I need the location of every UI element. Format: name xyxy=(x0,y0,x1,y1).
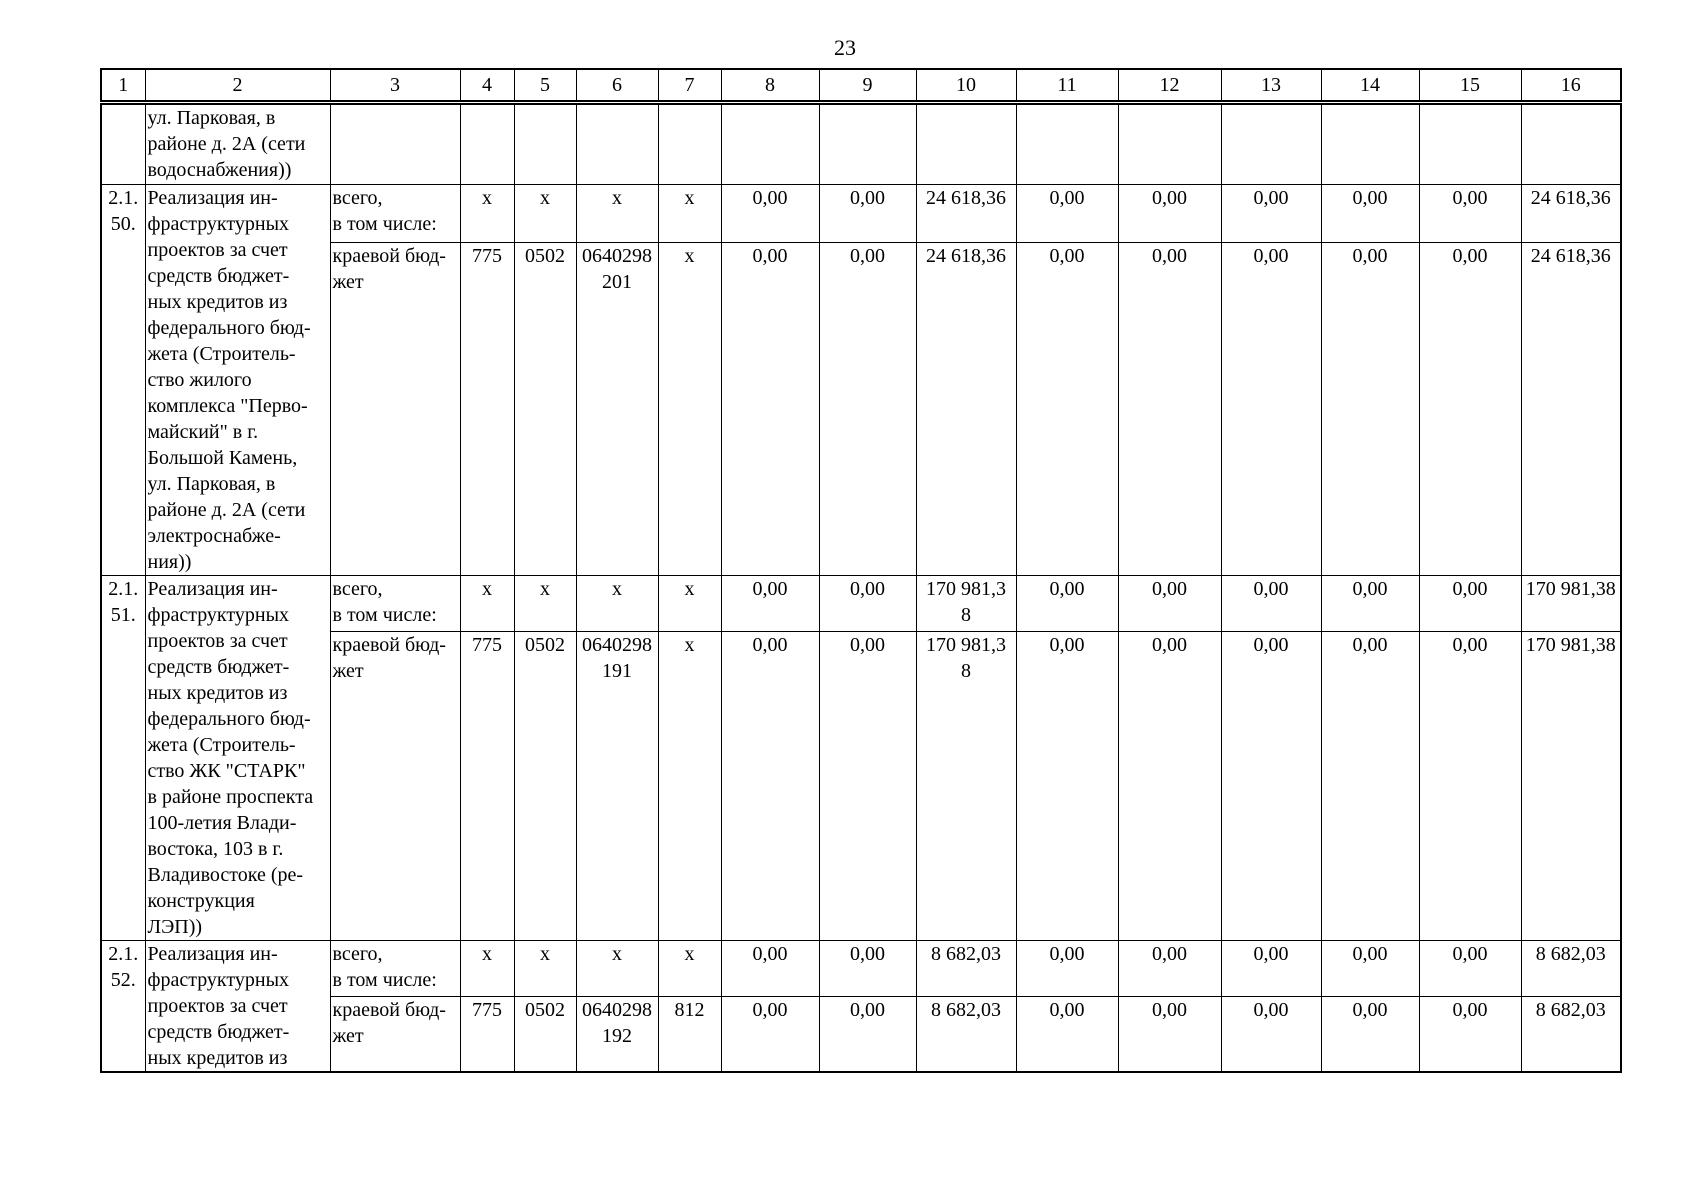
value-cell: 0,00 xyxy=(819,632,916,940)
value-cell: 0,00 xyxy=(819,243,916,575)
column-header: 3 xyxy=(330,69,460,101)
kvsr-cell: x xyxy=(460,184,514,243)
text-line: 170 981,3 xyxy=(926,577,1006,600)
table-body xyxy=(101,104,1621,1072)
text-line: ния)) xyxy=(147,550,192,573)
value-cell: 0,00 xyxy=(1321,632,1419,940)
kvsr-cell: x xyxy=(460,940,514,997)
text-line: в том числе: xyxy=(332,603,437,626)
total-label-cell xyxy=(330,940,460,997)
text-line: фраструктурных xyxy=(147,603,290,626)
value-cell: 0,00 xyxy=(721,997,819,1072)
empty-cell xyxy=(1118,104,1221,184)
section-cell: x xyxy=(514,184,576,243)
value-cell: 0,00 xyxy=(1118,243,1221,575)
text-line: востока, 103 в г. xyxy=(147,837,284,860)
value-cell: 170 981,38 xyxy=(1521,632,1621,940)
value-cell xyxy=(916,940,1016,997)
value-cell: 0,00 xyxy=(1321,575,1419,632)
cont-num-cell xyxy=(101,104,145,184)
page-number: 23 xyxy=(834,35,856,60)
value-cell: 24 618,36 xyxy=(1521,243,1621,575)
value-cell: 0,00 xyxy=(1118,632,1221,940)
text-line: краевой бюд- xyxy=(332,999,446,1022)
text-line: 201 xyxy=(602,271,632,294)
empty-cell xyxy=(819,104,916,184)
text-line: жета (Строитель- xyxy=(147,342,296,365)
text-line: районе д. 2А (сети xyxy=(147,133,306,155)
item-name-cell xyxy=(145,940,330,1072)
item-name-cell xyxy=(145,184,330,575)
text-line: краевой бюд- xyxy=(332,245,446,268)
value-cell: 0,00 xyxy=(1118,997,1221,1072)
value-cell: 0,00 xyxy=(1221,575,1321,632)
value-cell xyxy=(916,575,1016,632)
text-line: 8 682,03 xyxy=(931,942,1001,965)
text-line: 100-летия Влади- xyxy=(147,811,297,834)
text-line: ЛЭП)) xyxy=(147,915,203,938)
value-cell: 0,00 xyxy=(1419,243,1521,575)
item-name-cell xyxy=(145,575,330,940)
value-cell: 0,00 xyxy=(1321,997,1419,1072)
target-article-cell xyxy=(576,575,658,632)
item-number-cell xyxy=(101,940,145,1072)
column-header: 10 xyxy=(916,69,1016,101)
value-cell: 8 682,03 xyxy=(1521,940,1621,997)
text-line: Реализация ин- xyxy=(147,942,278,965)
text-line: комплекса "Перво- xyxy=(147,394,308,417)
value-cell: 0,00 xyxy=(1016,575,1118,632)
value-cell: 0,00 xyxy=(721,632,819,940)
value-cell: 0,00 xyxy=(1419,184,1521,243)
expense-type-cell: x xyxy=(658,243,721,575)
text-line: проектов за счет xyxy=(147,994,288,1017)
value-cell: 0,00 xyxy=(1321,940,1419,997)
text-line: фраструктурных xyxy=(147,212,290,235)
text-line: x xyxy=(612,577,622,600)
value-cell: 0,00 xyxy=(1016,997,1118,1072)
continuation-row xyxy=(101,104,1621,184)
value-cell: 0,00 xyxy=(1419,997,1521,1072)
text-line: ных кредитов из xyxy=(147,1046,288,1069)
text-line: 2.1. xyxy=(108,942,139,965)
value-cell: 0,00 xyxy=(819,575,916,632)
value-cell: 0,00 xyxy=(1118,184,1221,243)
text-line: 2.1. xyxy=(108,186,139,209)
text-line: в том числе: xyxy=(332,968,437,991)
value-cell: 0,00 xyxy=(819,997,916,1072)
kvsr-cell: 775 xyxy=(460,243,514,575)
expense-type-cell: x xyxy=(658,184,721,243)
item-number-cell xyxy=(101,575,145,940)
text-line: 24 618,36 xyxy=(926,186,1006,209)
text-line: Владивостоке (ре- xyxy=(147,863,304,886)
value-cell: 0,00 xyxy=(1016,940,1118,997)
text-line: 0640298 xyxy=(582,999,652,1022)
text-line: ул. Парковая, в xyxy=(147,107,276,129)
column-header: 7 xyxy=(658,69,721,101)
source-label-cell xyxy=(330,632,460,940)
text-line: всего, xyxy=(332,942,383,965)
column-header: 8 xyxy=(721,69,819,101)
value-cell: 0,00 xyxy=(1321,184,1419,243)
text-line: краевой бюд- xyxy=(332,634,446,657)
text-line: ство ЖК "СТАРК" xyxy=(147,759,306,782)
column-header: 13 xyxy=(1221,69,1321,101)
kvsr-cell: 775 xyxy=(460,632,514,940)
value-cell: 0,00 xyxy=(721,243,819,575)
text-line: 52. xyxy=(110,968,136,991)
text-line: проектов за счет xyxy=(147,629,288,652)
text-line: средств бюджет- xyxy=(147,655,290,678)
budget-table xyxy=(100,103,1622,1073)
value-cell: 0,00 xyxy=(1016,243,1118,575)
text-line: ных кредитов из xyxy=(147,681,288,704)
text-line: 192 xyxy=(602,1025,632,1048)
text-line: ство жилого xyxy=(147,368,252,391)
column-header: 1 xyxy=(101,69,145,101)
column-header: 14 xyxy=(1321,69,1419,101)
section-cell: x xyxy=(514,575,576,632)
section-cell: 0502 xyxy=(514,243,576,575)
empty-cell xyxy=(330,104,460,184)
text-line: в том числе: xyxy=(332,212,437,235)
section-cell: x xyxy=(514,940,576,997)
column-header: 11 xyxy=(1016,69,1118,101)
column-header: 2 xyxy=(145,69,330,101)
kvsr-cell: x xyxy=(460,575,514,632)
empty-cell xyxy=(1521,104,1621,184)
value-cell: 170 981,38 xyxy=(1521,575,1621,632)
expense-type-cell: 812 xyxy=(658,997,721,1072)
expense-type-cell: x xyxy=(658,632,721,940)
text-line: жет xyxy=(332,271,364,294)
target-article-cell xyxy=(576,632,658,940)
source-label-cell xyxy=(330,997,460,1072)
text-line: средств бюджет- xyxy=(147,264,290,287)
expense-type-cell: x xyxy=(658,575,721,632)
text-line: 191 xyxy=(602,660,632,683)
text-line: проектов за счет xyxy=(147,238,288,261)
value-cell: 0,00 xyxy=(819,184,916,243)
text-line: 24 618,36 xyxy=(926,245,1006,268)
text-line: 50. xyxy=(110,212,136,235)
value-cell: 0,00 xyxy=(819,940,916,997)
text-line: в районе проспекта xyxy=(147,785,314,808)
expense-type-cell: x xyxy=(658,940,721,997)
item-number-cell xyxy=(101,184,145,575)
target-article-cell xyxy=(576,243,658,575)
total-label-cell xyxy=(330,184,460,243)
empty-cell xyxy=(514,104,576,184)
target-article-cell xyxy=(576,940,658,997)
empty-cell xyxy=(1419,104,1521,184)
item-total-row xyxy=(101,184,1621,243)
text-line: электроснабже- xyxy=(147,524,281,547)
column-number-header xyxy=(100,68,1622,102)
empty-cell xyxy=(576,104,658,184)
column-header: 6 xyxy=(576,69,658,101)
target-article-cell xyxy=(576,997,658,1072)
source-label-cell xyxy=(330,243,460,575)
empty-cell xyxy=(460,104,514,184)
text-line: жета (Строитель- xyxy=(147,733,296,756)
text-line: 8 682,03 xyxy=(931,999,1001,1022)
value-cell: 0,00 xyxy=(1221,243,1321,575)
total-label-cell xyxy=(330,575,460,632)
column-header: 15 xyxy=(1419,69,1521,101)
value-cell: 0,00 xyxy=(1221,997,1321,1072)
value-cell xyxy=(916,997,1016,1072)
text-line: майский" в г. xyxy=(147,420,259,443)
value-cell: 0,00 xyxy=(721,575,819,632)
value-cell: 0,00 xyxy=(1221,632,1321,940)
value-cell xyxy=(916,243,1016,575)
text-line: федерального бюд- xyxy=(147,316,311,339)
value-cell: 0,00 xyxy=(1016,184,1118,243)
column-header: 9 xyxy=(819,69,916,101)
text-line: 8 xyxy=(961,603,971,626)
value-cell xyxy=(916,632,1016,940)
empty-cell xyxy=(916,104,1016,184)
text-line: жет xyxy=(332,660,364,683)
text-line: ных кредитов из xyxy=(147,290,288,313)
text-line: 51. xyxy=(110,603,136,626)
value-cell: 0,00 xyxy=(1321,243,1419,575)
value-cell: 0,00 xyxy=(1016,632,1118,940)
text-line: x xyxy=(612,186,622,209)
value-cell: 0,00 xyxy=(1118,575,1221,632)
value-cell: 0,00 xyxy=(1221,940,1321,997)
value-cell: 0,00 xyxy=(1419,940,1521,997)
value-cell: 0,00 xyxy=(1419,632,1521,940)
text-line: жет xyxy=(332,1025,364,1048)
column-header: 12 xyxy=(1118,69,1221,101)
value-cell: 0,00 xyxy=(721,940,819,997)
empty-cell xyxy=(1221,104,1321,184)
text-line: водоснабжения)) xyxy=(147,159,292,181)
kvsr-cell: 775 xyxy=(460,997,514,1072)
text-line: 2.1. xyxy=(108,577,139,600)
header-row xyxy=(101,69,1621,101)
value-cell: 0,00 xyxy=(1419,575,1521,632)
text-line: Реализация ин- xyxy=(147,577,278,600)
text-line: Большой Камень, xyxy=(147,446,298,469)
text-line: 170 981,3 xyxy=(926,634,1006,657)
value-cell xyxy=(916,184,1016,243)
text-line: районе д. 2А (сети xyxy=(147,498,306,521)
column-header: 4 xyxy=(460,69,514,101)
text-line: федерального бюд- xyxy=(147,707,311,730)
column-header: 5 xyxy=(514,69,576,101)
empty-cell xyxy=(1016,104,1118,184)
value-cell: 8 682,03 xyxy=(1521,997,1621,1072)
text-line: 0640298 xyxy=(582,245,652,268)
text-line: конструкция xyxy=(147,889,255,912)
text-line: x xyxy=(612,942,622,965)
empty-cell xyxy=(1321,104,1419,184)
target-article-cell xyxy=(576,184,658,243)
text-line: 0640298 xyxy=(582,634,652,657)
value-cell: 0,00 xyxy=(721,184,819,243)
text-line: Реализация ин- xyxy=(147,186,278,209)
text-line: всего, xyxy=(332,186,383,209)
text-line: средств бюджет- xyxy=(147,1020,290,1043)
item-total-row xyxy=(101,940,1621,997)
value-cell: 0,00 xyxy=(1118,940,1221,997)
section-cell: 0502 xyxy=(514,997,576,1072)
value-cell: 0,00 xyxy=(1221,184,1321,243)
empty-cell xyxy=(721,104,819,184)
value-cell: 24 618,36 xyxy=(1521,184,1621,243)
text-line: всего, xyxy=(332,577,383,600)
item-total-row xyxy=(101,575,1621,632)
cont-name-cell xyxy=(145,104,330,184)
empty-cell xyxy=(658,104,721,184)
text-line: фраструктурных xyxy=(147,968,290,991)
section-cell: 0502 xyxy=(514,632,576,940)
text-line: ул. Парковая, в xyxy=(147,472,276,495)
text-line: 8 xyxy=(961,660,971,683)
column-header: 16 xyxy=(1521,69,1621,101)
